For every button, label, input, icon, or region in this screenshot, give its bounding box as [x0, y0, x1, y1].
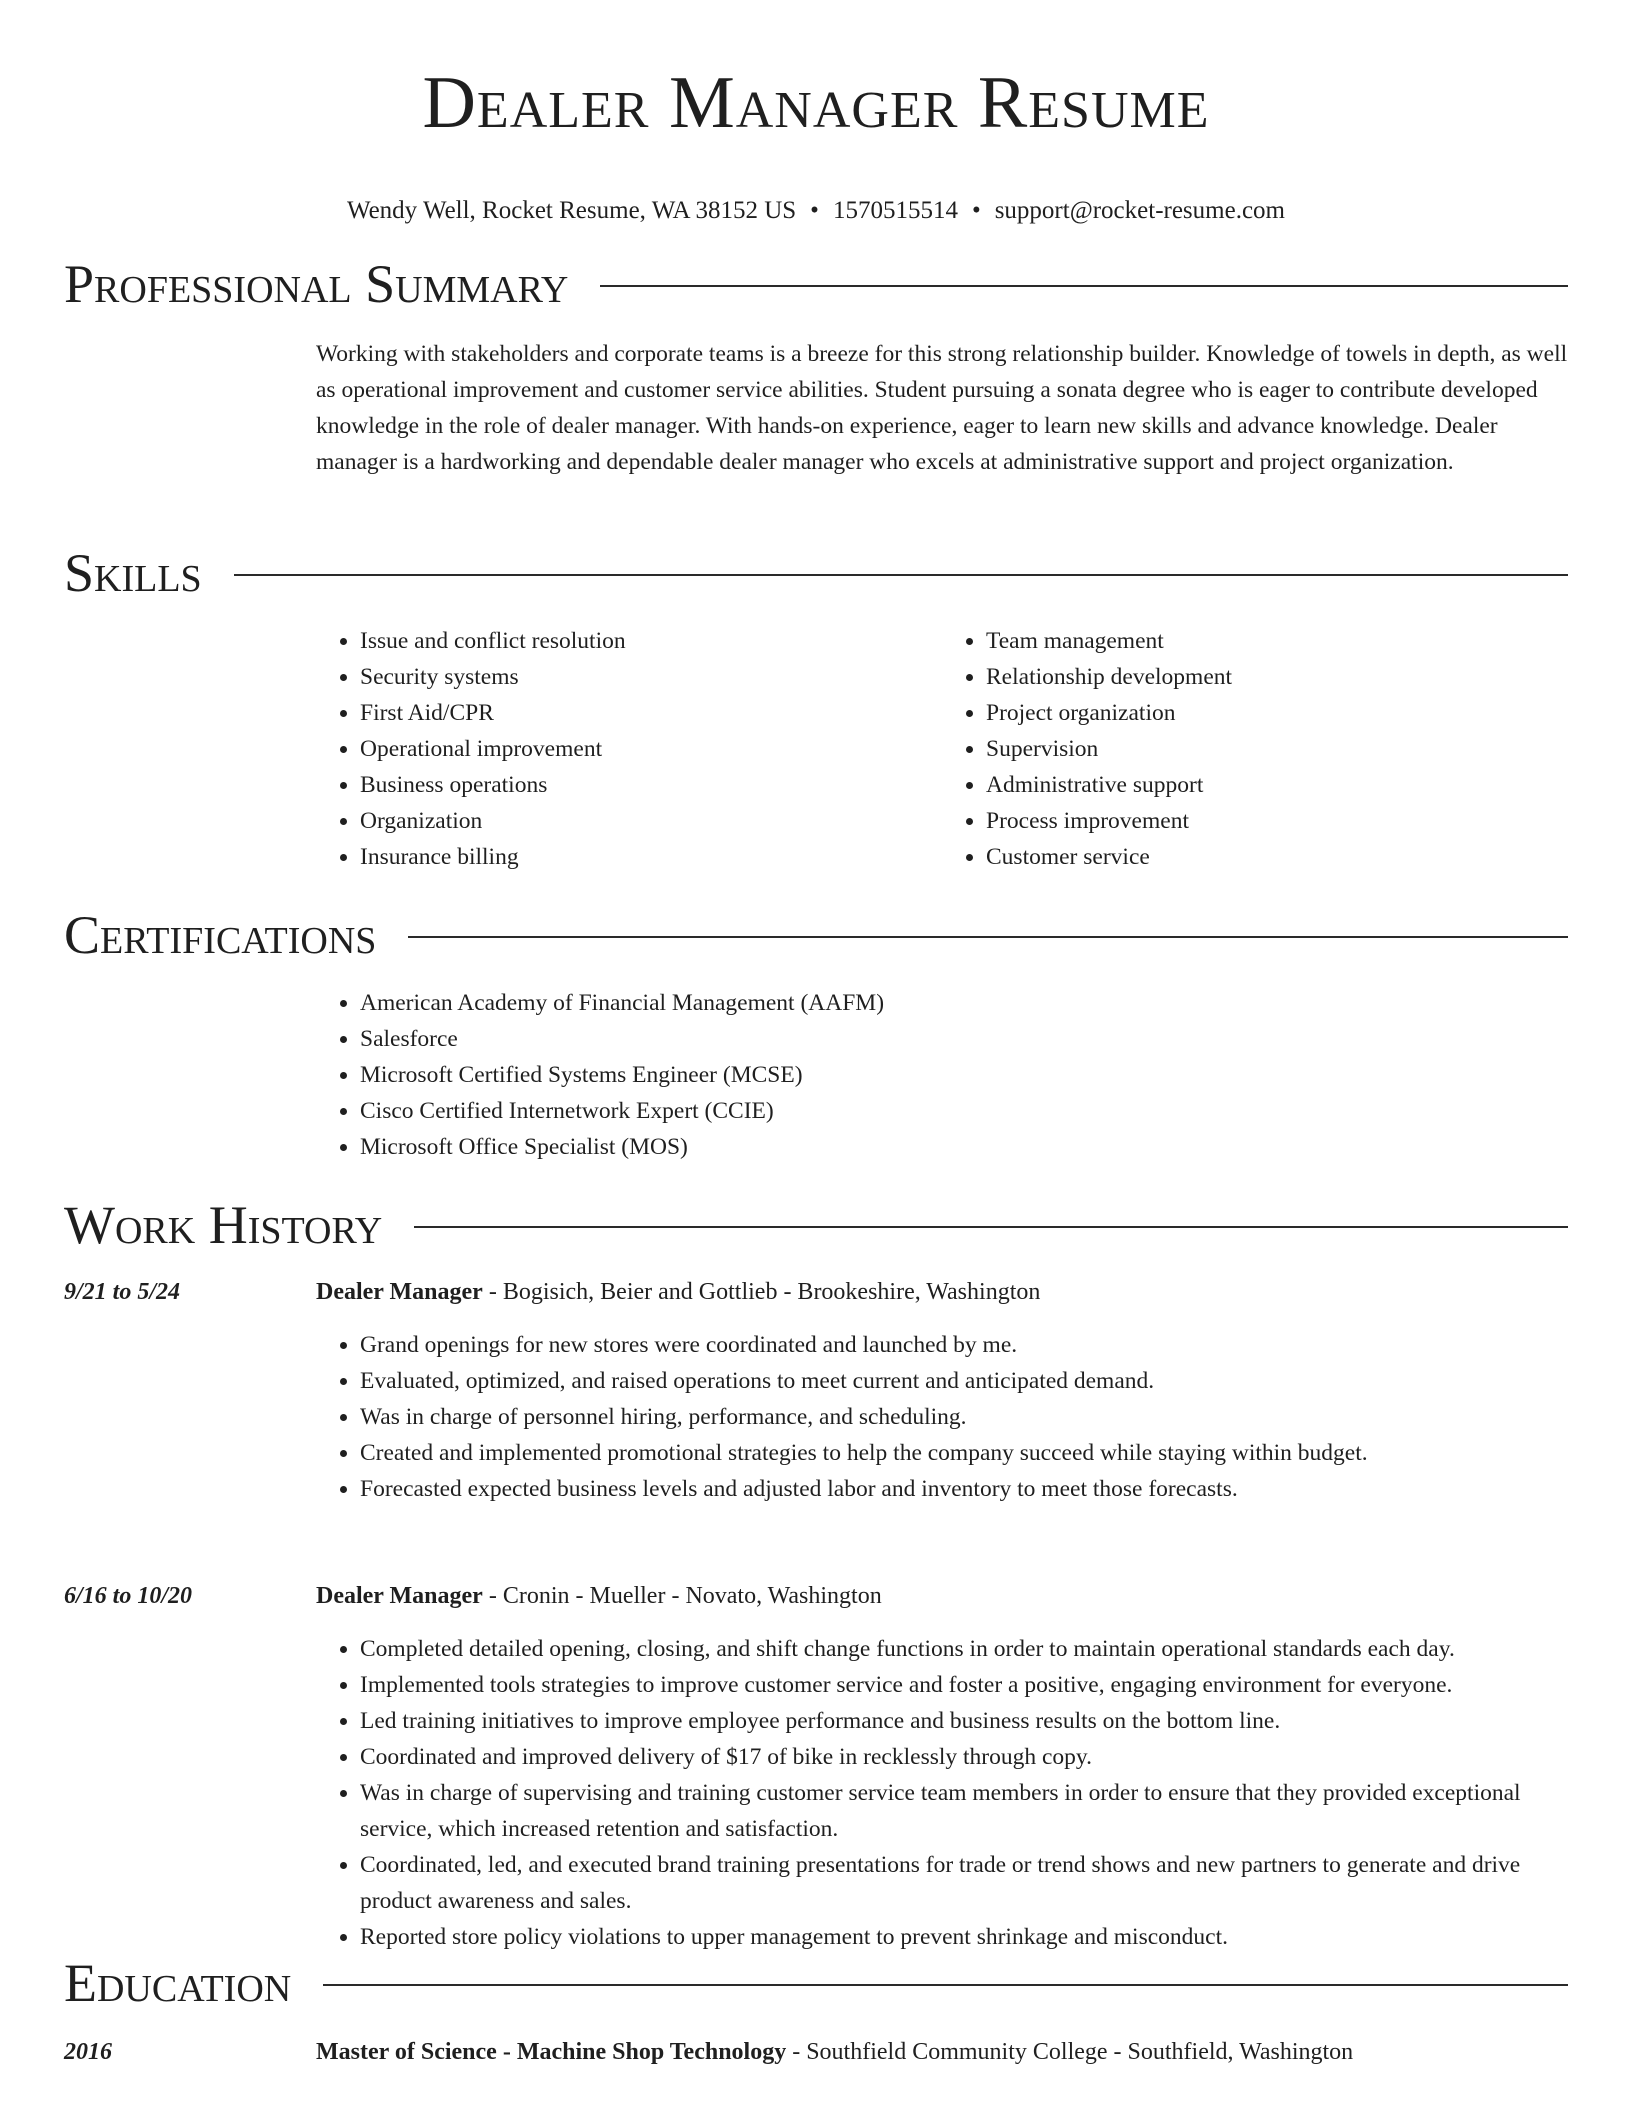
job-info [316, 1579, 882, 1613]
skills-columns [316, 623, 1568, 875]
job-duty-item: • Was in charge of supervising and training customer service team members in order to ensure that they provided exceptional service, which increased retention and satisfaction. [360, 1775, 1568, 1847]
job-duties [316, 1631, 1568, 1955]
job-dates: 6/16 to 10/20 [64, 1583, 193, 1609]
education-entry [64, 2035, 1568, 2069]
section-title: Work History [64, 1195, 383, 1255]
job-duty-item: • Led training initiatives to improve employee performance and business results on the bottom line. [360, 1703, 1568, 1739]
work-history-header [64, 1197, 1568, 1253]
section-divider [234, 574, 1568, 576]
summary-text: Working with stakeholders and corporate teams is a breeze for this strong relationship builder. Knowledge of towels in depth, as well as operational improvement and customer service abilities. Student pursuing a sonata degree who is eager to contribute developed knowledge in the role of dealer manager. With hands-on experience, eager to learn new skills and advance knowledge. Dealer manager is a hardworking and dependable dealer manager who excels at administrative support and project organization. [316, 341, 1568, 475]
certifications-body [316, 985, 1568, 1165]
job-header-row [64, 1275, 1568, 1309]
summary-header [64, 256, 1568, 312]
job-duty-item: • Was in charge of personnel hiring, performance, and scheduling. [360, 1399, 1568, 1435]
job-employer-location: - Cronin - Mueller - Novato, Washington [482, 1583, 882, 1609]
skills-list-left [316, 623, 942, 875]
section-title: Skills [64, 543, 202, 603]
section-divider [414, 1226, 1568, 1228]
job-duty-item: • Grand openings for new stores were coordinated and launched by me. [360, 1327, 1568, 1363]
section-title: Education [64, 1953, 292, 2013]
section-divider [600, 285, 1568, 287]
skill-item: • Relationship development [986, 659, 1568, 695]
education-school-location: - Southfield Community College - Southfield, Washington [786, 2039, 1354, 2065]
job-duty-item: • Reported store policy violations to upper management to prevent shrinkage and misconduct. [360, 1919, 1568, 1955]
work-history-section [64, 1197, 1568, 1955]
job-duty-item: • Created and implemented promotional strategies to help the company succeed while staying within budget. [360, 1435, 1568, 1471]
skill-item: • Business operations [360, 767, 942, 803]
page-title: Dealer Manager Resume [422, 62, 1210, 144]
summary-body [316, 336, 1568, 480]
job-duties [316, 1327, 1568, 1507]
job-dates: 9/21 to 5/24 [64, 1279, 181, 1305]
contact-email: support@rocket-resume.com [994, 197, 1285, 224]
certification-item: • Microsoft Office Specialist (MOS) [360, 1129, 1568, 1165]
skill-item: • Process improvement [986, 803, 1568, 839]
section-title: Professional Summary [64, 254, 569, 314]
skill-item: • Supervision [986, 731, 1568, 767]
section-divider [408, 936, 1568, 938]
skill-item: • Project organization [986, 695, 1568, 731]
certification-item: • Cisco Certified Internetwork Expert (CCIE) [360, 1093, 1568, 1129]
certifications-section [64, 907, 1568, 1165]
job-duties-list [316, 1631, 1568, 1955]
skill-item: • Administrative support [986, 767, 1568, 803]
skills-section [64, 545, 1568, 875]
job-duty-item: • Completed detailed opening, closing, and shift change functions in order to maintain operational standards each day. [360, 1631, 1568, 1667]
skill-item: • First Aid/CPR [360, 695, 942, 731]
job-title: Dealer Manager [316, 1279, 483, 1305]
skills-list-right [942, 623, 1568, 875]
education-section [64, 1955, 1568, 2069]
certification-item: • American Academy of Financial Management (AAFM) [360, 985, 1568, 1021]
certifications-header [64, 907, 1568, 963]
skill-item: • Customer service [986, 839, 1568, 875]
education-year: 2016 [64, 2039, 112, 2065]
education-entries [64, 2035, 1568, 2069]
skill-item: • Insurance billing [360, 839, 942, 875]
job-duties-list [316, 1327, 1568, 1507]
job-duty-item: • Coordinated and improved delivery of $17 of bike in recklessly through copy. [360, 1739, 1568, 1775]
jobs-container [64, 1275, 1568, 1955]
certifications-list [316, 985, 1568, 1165]
job-employer-location: - Bogisich, Beier and Gottlieb - Brookeshire, Washington [482, 1279, 1041, 1305]
skill-item: • Team management [986, 623, 1568, 659]
skill-item: • Security systems [360, 659, 942, 695]
job-duty-item: • Evaluated, optimized, and raised operations to meet current and anticipated demand. [360, 1363, 1568, 1399]
education-info [316, 2035, 1353, 2069]
education-header [64, 1955, 1568, 2011]
section-divider [323, 1984, 1568, 1986]
skill-item: • Operational improvement [360, 731, 942, 767]
job-header-row [64, 1579, 1568, 1613]
job-entry [64, 1275, 1568, 1507]
summary-section [64, 256, 1568, 480]
certification-item: • Microsoft Certified Systems Engineer (MCSE) [360, 1057, 1568, 1093]
job-entry [64, 1579, 1568, 1955]
certification-item: • Salesforce [360, 1021, 1568, 1057]
job-duty-item: • Implemented tools strategies to improve customer service and foster a positive, engaging environment for everyone. [360, 1667, 1568, 1703]
contact-separator: • [971, 197, 981, 224]
education-degree: Master of Science - Machine Shop Technology [316, 2039, 787, 2065]
job-title: Dealer Manager [316, 1583, 483, 1609]
job-info [316, 1275, 1040, 1309]
contact-phone: 1570515514 [832, 197, 958, 224]
job-duty-item: • Forecasted expected business levels and adjusted labor and inventory to meet those forecasts. [360, 1471, 1568, 1507]
skill-item: • Organization [360, 803, 942, 839]
contact-separator: • [810, 197, 819, 224]
skill-item: • Issue and conflict resolution [360, 623, 942, 659]
job-duty-item: • Coordinated, led, and executed brand training presentations for trade or trend shows and new partners to generate and drive product awareness and sales. [360, 1847, 1568, 1919]
contact-line [0, 196, 1632, 226]
skills-header [64, 545, 1568, 601]
section-title: Certifications [64, 905, 377, 965]
contact-address: Wendy Well, Rocket Resume, WA 38152 US [346, 197, 797, 224]
